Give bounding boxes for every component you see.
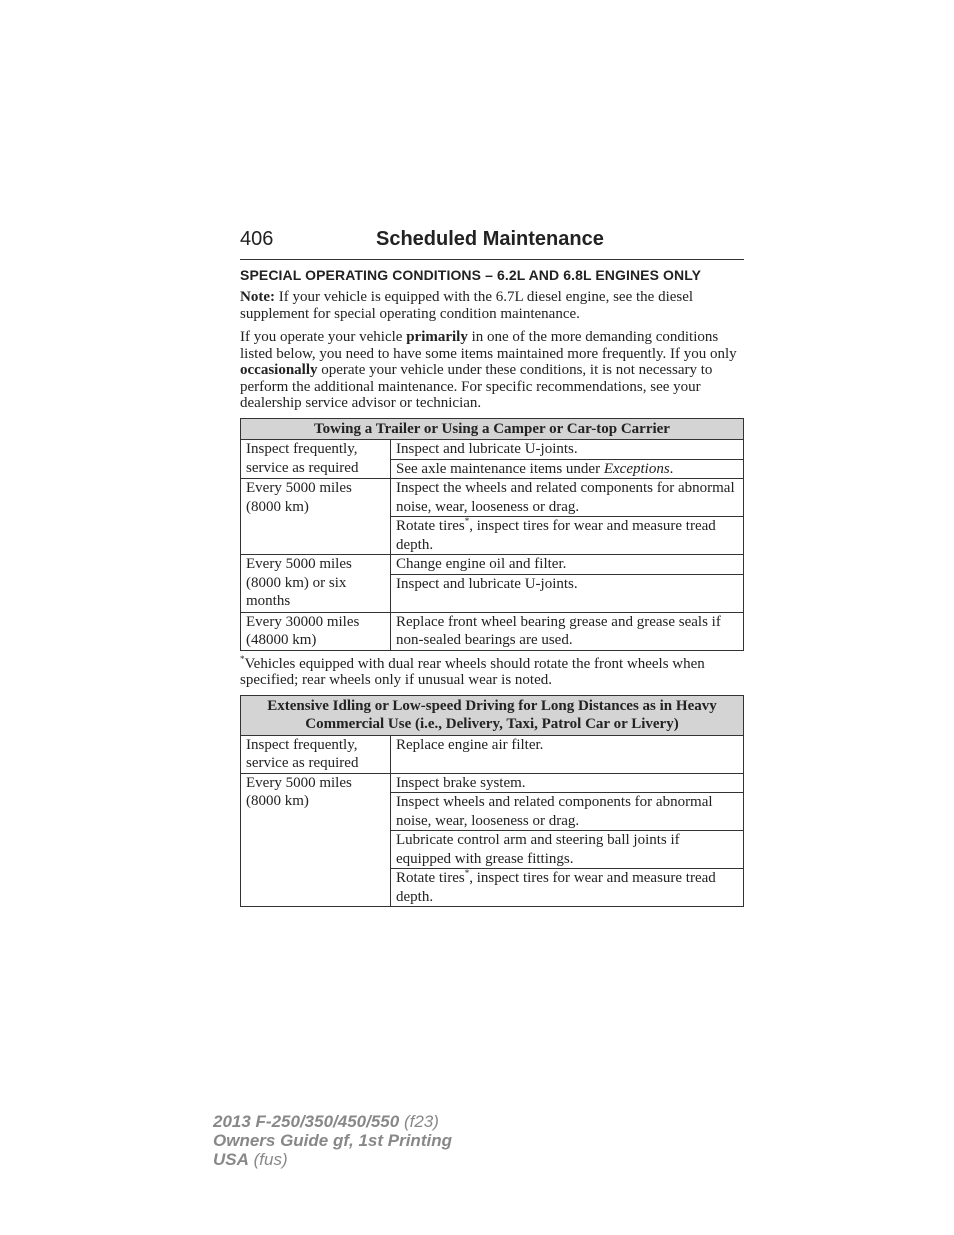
interval-cell: Every 5000 miles (8000 km) or six months bbox=[241, 555, 391, 613]
table-row bbox=[241, 555, 744, 575]
footer-guide: Owners Guide gf, 1st Printing bbox=[213, 1131, 452, 1150]
table-header-row bbox=[241, 418, 744, 440]
chapter-title: Scheduled Maintenance bbox=[376, 228, 604, 250]
task-cell bbox=[391, 517, 744, 555]
task-cell: Replace engine air filter. bbox=[391, 735, 744, 773]
task-cell: Inspect brake system. bbox=[391, 773, 744, 793]
task-text-end: . bbox=[669, 460, 674, 477]
task-text-end: , inspect tires for wear and measure tread depth. bbox=[396, 518, 716, 553]
task-cell: Inspect and lubricate U-joints. bbox=[391, 574, 744, 612]
interval-cell: Inspect frequently, service as required bbox=[241, 735, 391, 773]
idling-maintenance-table bbox=[240, 695, 744, 908]
document-footer bbox=[213, 1112, 452, 1169]
footer-line-3 bbox=[213, 1150, 452, 1169]
footnote bbox=[240, 653, 744, 689]
task-cell bbox=[391, 459, 744, 479]
task-cell: Lubricate control arm and steering ball joints if equipped with grease fittings. bbox=[391, 831, 744, 869]
footer-region: USA bbox=[213, 1150, 249, 1169]
footer-model: 2013 F-250/350/450/550 bbox=[213, 1112, 400, 1131]
task-text-end: , inspect tires for wear and measure tread depth. bbox=[396, 870, 716, 905]
task-text: See axle maintenance items under bbox=[396, 460, 604, 477]
towing-maintenance-table bbox=[240, 418, 744, 651]
task-cell: Inspect the wheels and related components for abnormal noise, wear, looseness or drag. bbox=[391, 479, 744, 517]
footer-code: (f23) bbox=[399, 1112, 439, 1131]
table-header-row bbox=[241, 695, 744, 735]
task-cell: Inspect and lubricate U-joints. bbox=[391, 440, 744, 460]
interval-cell: Every 30000 miles (48000 km) bbox=[241, 612, 391, 650]
task-cell bbox=[391, 869, 744, 907]
footnote-marker: * bbox=[464, 868, 470, 878]
table-heading: Towing a Trailer or Using a Camper or Car-top Carrier bbox=[241, 418, 744, 440]
section-title: SPECIAL OPERATING CONDITIONS – 6.2L AND 6.8L ENGINES ONLY bbox=[240, 267, 702, 283]
footnote-text: Vehicles equipped with dual rear wheels should rotate the front wheels when specified; rear wheels only if unusual wear is noted. bbox=[240, 655, 705, 688]
note-label: Note: bbox=[240, 289, 275, 305]
task-cell: Inspect wheels and related components for abnormal noise, wear, looseness or drag. bbox=[391, 793, 744, 831]
task-text: Rotate tires bbox=[396, 518, 465, 534]
footnote-marker: * bbox=[240, 653, 245, 664]
exceptions-reference: Exceptions bbox=[603, 460, 670, 477]
table-row bbox=[241, 612, 744, 650]
table-row bbox=[241, 735, 744, 773]
footer-region-code: (fus) bbox=[248, 1150, 288, 1169]
task-text: Rotate tires bbox=[396, 870, 465, 886]
interval-cell: Every 5000 miles (8000 km) bbox=[241, 773, 391, 907]
note-text: If your vehicle is equipped with the 6.7L diesel engine, see the diesel supplement for special operating condition maintenance. bbox=[240, 289, 694, 322]
footer-line-1 bbox=[213, 1112, 452, 1131]
intro-paragraph bbox=[240, 329, 744, 412]
intro-bold-primarily: primarily bbox=[406, 329, 468, 345]
footer-line-2 bbox=[213, 1131, 452, 1150]
table-row bbox=[241, 479, 744, 517]
page-content bbox=[240, 228, 744, 907]
page-header bbox=[240, 228, 744, 260]
interval-cell: Every 5000 miles (8000 km) bbox=[241, 479, 391, 555]
intro-text-1: If you operate your vehicle bbox=[240, 329, 407, 345]
task-cell: Replace front wheel bearing grease and grease seals if non-sealed bearings are used. bbox=[391, 612, 744, 650]
intro-text-2: in one of the more demanding conditions listed below, you need to have some items maintained more frequently. If you only bbox=[240, 329, 737, 362]
task-cell: Change engine oil and filter. bbox=[391, 555, 744, 575]
intro-text-3: operate your vehicle under these conditions, it is not necessary to perform the additional maintenance. For specific recommendations, see your dealership service advisor or technician. bbox=[240, 362, 713, 411]
note-paragraph bbox=[240, 289, 744, 322]
interval-cell: Inspect frequently, service as required bbox=[241, 440, 391, 479]
table-heading: Extensive Idling or Low-speed Driving for Long Distances as in Heavy Commercial Use (i.e., Delivery, Taxi, Patrol Car or Livery) bbox=[241, 695, 744, 735]
footnote-marker: * bbox=[464, 516, 470, 526]
table-row bbox=[241, 773, 744, 793]
table-row bbox=[241, 440, 744, 460]
page-number: 406 bbox=[240, 228, 274, 250]
intro-bold-occasionally: occasionally bbox=[240, 362, 318, 378]
